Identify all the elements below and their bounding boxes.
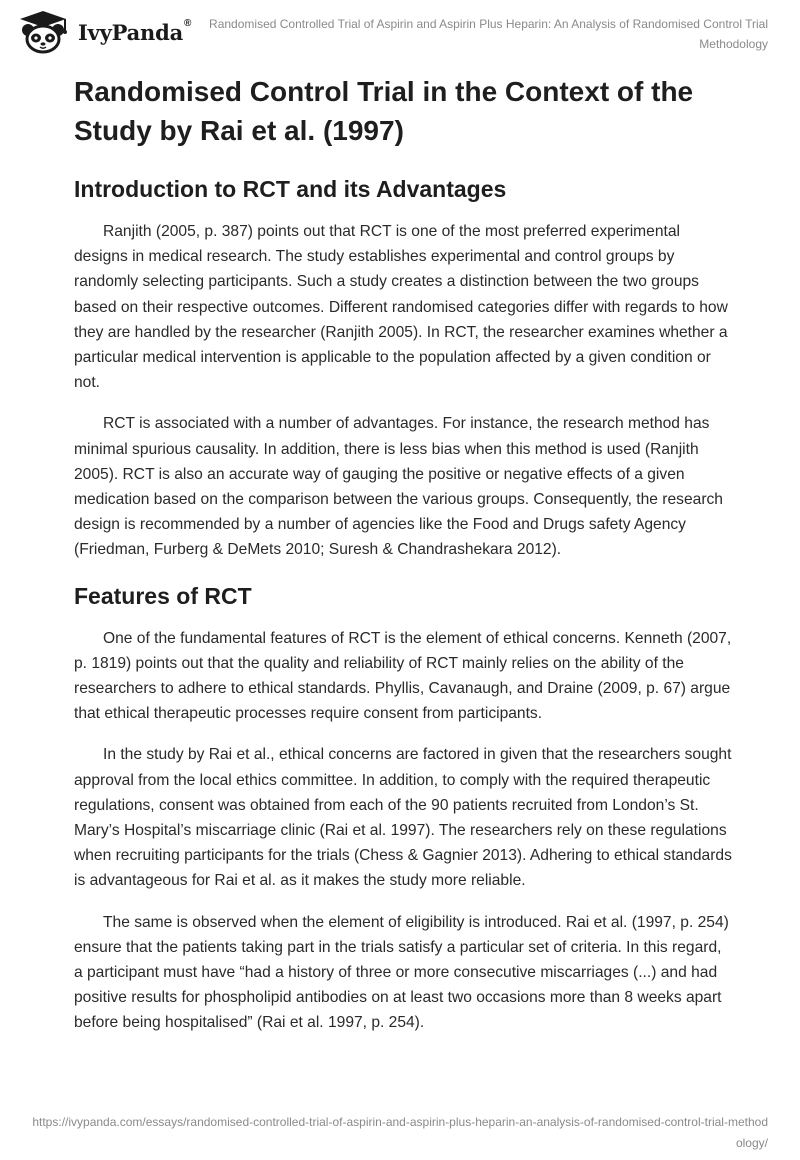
paragraph: In the study by Rai et al., ethical concerns are factored in given that the researchers sought approval from the local ethics committee. In addition, to comply with the required therapeutic regulations, consent was obtained from each of the 90 patients recruited from London’s St. Mary’s Hospital’s miscarriage clinic (Rai et al. 1997). The researchers rely on these regulations when recruiting participants for the trials (Chess & Gagnier 2013). Adhering to ethical standards is advantageous for Rai et al. as it makes the study more reliable.	[74, 746, 732, 890]
paragraph: RCT is associated with a number of advantages. For instance, the research method has minimal spurious causality. In addition, there is less bias when this method is used (Ranjith 2005). RCT is also an accurate way of gauging the positive or negative effects of a given medication based on the comparison between the various groups. Consequently, the research design is recommended by a number of agencies like the Food and Drugs safety Agency (Friedman, Furberg & DeMets 2010; Suresh & Chandrashekara 2012).	[74, 415, 723, 559]
document-title: Randomised Controlled Trial of Aspirin and Aspirin Plus Heparin: An Analysis of Randomised Control Trial Methodology	[209, 17, 768, 51]
section-heading: Introduction to RCT and its Advantages	[74, 176, 507, 202]
section-heading: Features of RCT	[74, 582, 252, 609]
paragraph: Ranjith (2005, p. 387) points out that RCT is one of the most preferred experimental designs in medical research. The study establishes experimental and control groups by randomly selecting participants. Such a study creates a distinction between the two groups based on their respective outcomes. Different randomised categories differ with regards to how they are handled by the researcher (Ranjith 2005). In RCT, the researcher examines whether a particular medical intervention is applicable to the population affected by a given condition or not.	[74, 223, 728, 392]
page-title: Randomised Control Trial in the Context of the Study by Rai et al. (1997)	[74, 76, 694, 146]
paragraph: One of the fundamental features of RCT is the element of ethical concerns. Kenneth (2007, p. 1819) points out that the quality and reliability of RCT mainly relies on the ability of the researchers to adhere to ethical standards. Phyllis, Cavanaugh, and Draine (2009, p. 67) argue that ethical therapeutic processes require consent from participants.	[74, 629, 732, 723]
panda-icon	[14, 10, 72, 54]
page-header	[0, 0, 800, 60]
logo-wordmark: IvyPanda®	[78, 17, 192, 45]
source-url-link[interactable]: https://ivypanda.com/essays/randomised-controlled-trial-of-aspirin-and-aspirin-plus-heparin-an-analysis-of-randomised-control-trial-methodology/	[32, 1115, 768, 1150]
ivypanda-logo[interactable]	[14, 10, 191, 54]
paragraph: The same is observed when the element of eligibility is introduced. Rai et al. (1997, p. 254) ensure that the patients taking part in the trials satisfy a particular set of criteria. In this regard, a participant must have “had a history of three or more consecutive miscarriages (...) and had positive results for phospholipid antibodies on at least two occasions more than 8 weeks apart before being hospitalised” (Rai et al. 1997, p. 254).	[74, 913, 729, 1032]
article-body	[74, 72, 734, 1036]
